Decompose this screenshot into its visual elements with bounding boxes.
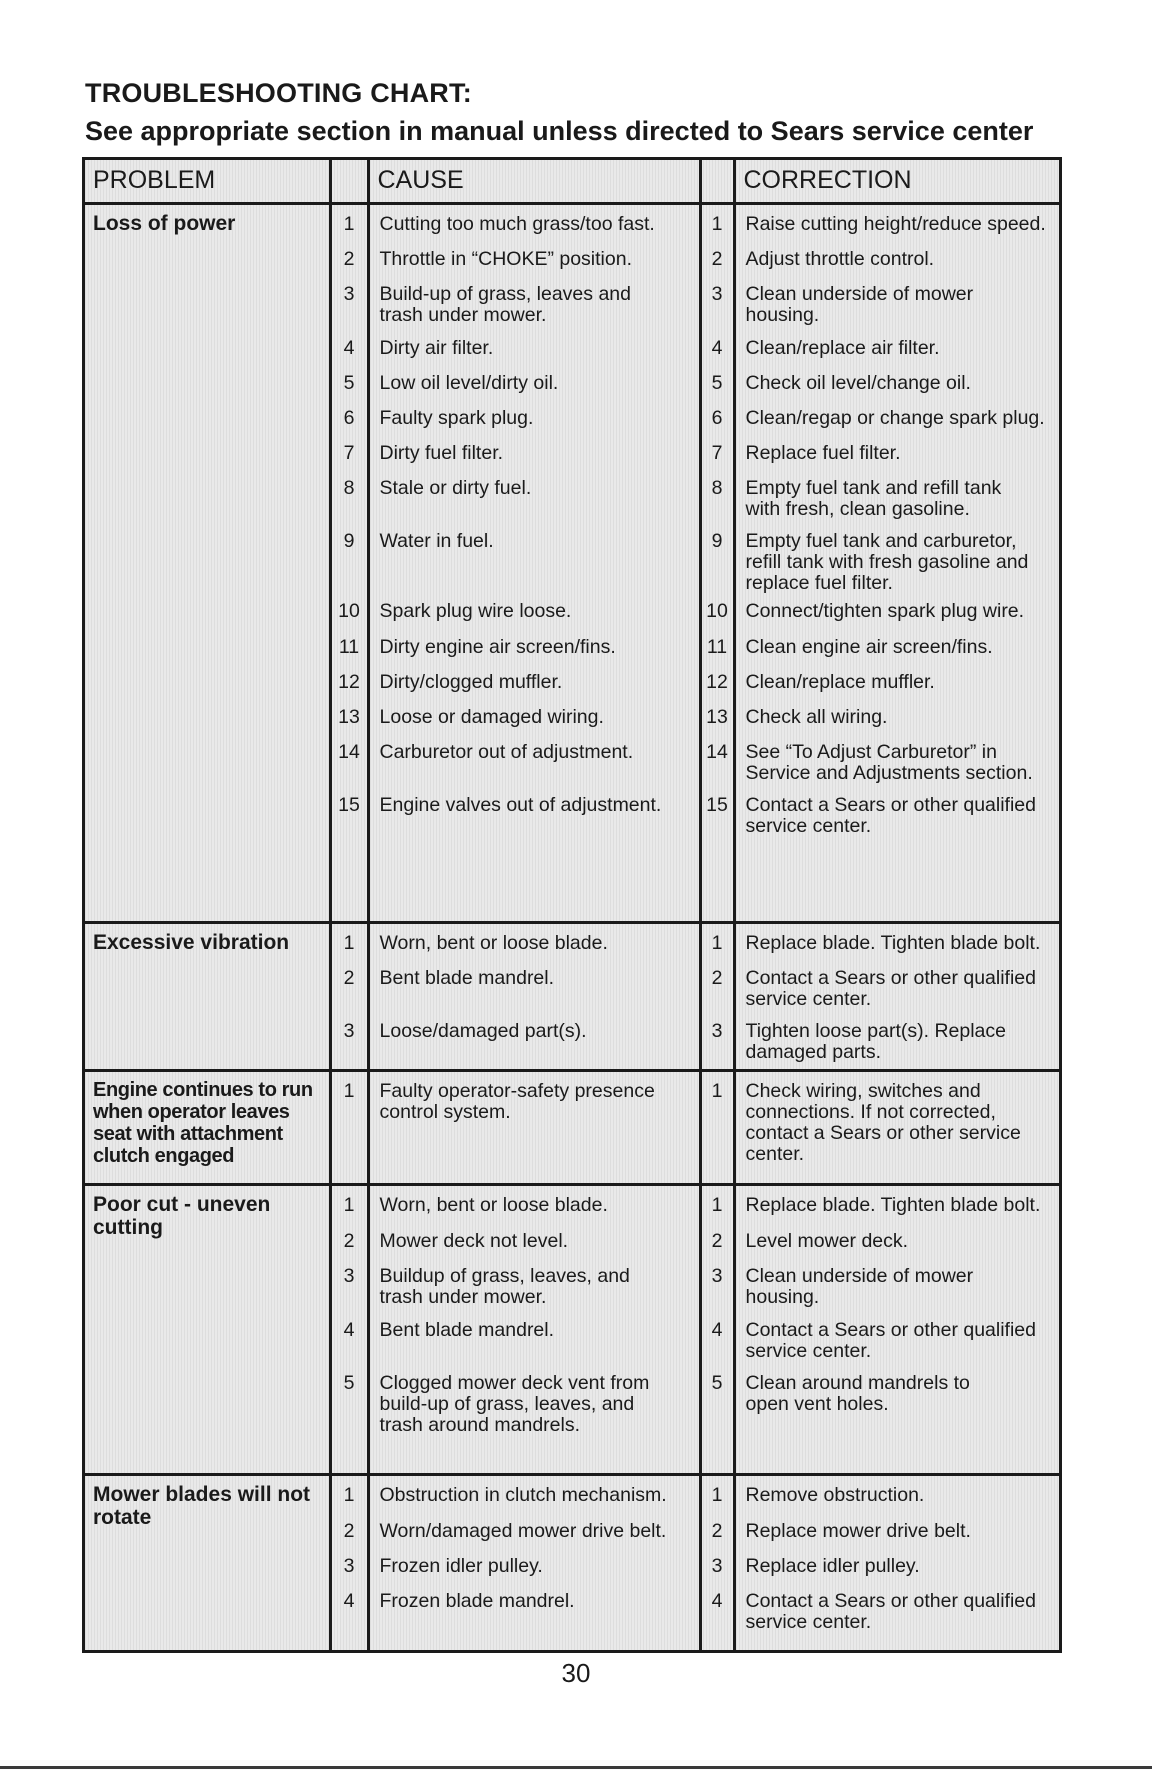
troubleshooting-grid	[85, 160, 1059, 1650]
cause-text: Worn, bent or loose blade.	[379, 931, 608, 954]
cause-text-cell	[368, 1071, 700, 1184]
cause-text: Stale or dirty fuel.	[379, 477, 532, 499]
correction-text: Clean/regap or change spark plug.	[745, 407, 1045, 429]
correction-text: Check oil level/change oil.	[745, 372, 971, 394]
troubleshooting-table	[82, 157, 1062, 1653]
cause-number: 14	[338, 741, 360, 763]
correction-text: Check all wiring.	[745, 706, 888, 728]
correction-number-cell	[700, 1071, 734, 1184]
correction-number: 1	[711, 1484, 723, 1507]
correction-text: Contact a Sears or other qualified service center.	[745, 794, 1037, 837]
cause-number: 1	[343, 931, 355, 954]
correction-number: 14	[706, 741, 728, 763]
correction-number: 2	[711, 966, 723, 989]
cause-number-cell	[330, 922, 368, 1070]
cause-number: 13	[338, 706, 360, 728]
correction-text: Contact a Sears or other qualified service center.	[745, 966, 1037, 1010]
cause-text-cell	[368, 922, 700, 1070]
correction-text: Check wiring, switches and connections. If not corrected, contact a Sears or other service center.	[745, 1080, 1021, 1166]
correction-number: 3	[711, 1019, 723, 1042]
correction-text-cell	[734, 922, 1059, 1070]
correction-number: 13	[706, 706, 728, 728]
problem-cell	[85, 1071, 330, 1184]
cause-text: Dirty engine air screen/fins.	[379, 636, 616, 658]
cause-text: Faulty spark plug.	[379, 407, 534, 429]
cause-number: 9	[343, 530, 355, 552]
correction-number: 2	[711, 1520, 723, 1543]
correction-number-cell	[700, 204, 734, 923]
cause-header	[368, 160, 700, 204]
correction-number: 3	[711, 1555, 723, 1578]
correction-number-cell	[700, 1184, 734, 1475]
problem-header-label: PROBLEM	[93, 166, 216, 194]
correction-header	[734, 160, 1059, 204]
cause-text: Carburetor out of adjustment.	[379, 741, 634, 763]
cause-number-header	[330, 160, 368, 204]
cause-number-cell	[330, 1475, 368, 1650]
correction-text: Replace mower drive belt.	[745, 1520, 971, 1543]
correction-text: Clean/replace muffler.	[745, 671, 935, 693]
correction-number: 4	[711, 337, 723, 359]
cause-text: Dirty/clogged muffler.	[379, 671, 563, 693]
cause-text: Bent blade mandrel.	[379, 966, 555, 989]
correction-number-cell	[700, 1475, 734, 1650]
correction-number: 2	[711, 1229, 723, 1252]
cause-text-cell	[368, 204, 700, 923]
correction-number: 9	[711, 530, 723, 552]
correction-text: Clean engine air screen/fins.	[745, 636, 993, 658]
problem-group	[85, 1475, 1059, 1650]
correction-number: 3	[711, 1264, 723, 1287]
problem-label: Mower blades will not rotate	[93, 1483, 311, 1530]
cause-text-cell	[368, 1475, 700, 1650]
problem-label: Excessive vibration	[93, 930, 290, 954]
cause-number: 1	[343, 1484, 355, 1507]
cause-number: 11	[338, 636, 360, 658]
correction-text: Contact a Sears or other qualified service center.	[745, 1318, 1037, 1362]
problem-cell	[85, 204, 330, 923]
cause-text: Worn, bent or loose blade.	[379, 1193, 608, 1216]
cause-text-cell	[368, 1184, 700, 1475]
cause-text: Dirty air filter.	[379, 337, 494, 359]
troubleshooting-body	[85, 204, 1059, 1651]
correction-number: 7	[711, 442, 723, 464]
problem-cell	[85, 922, 330, 1070]
cause-number: 1	[343, 1080, 355, 1103]
correction-number: 12	[706, 671, 728, 693]
correction-number: 2	[711, 248, 723, 270]
correction-number: 5	[711, 372, 723, 394]
cause-number: 8	[343, 477, 355, 499]
correction-text: Replace fuel filter.	[745, 442, 901, 464]
correction-number: 1	[711, 931, 723, 954]
correction-text: Contact a Sears or other qualified service center.	[745, 1590, 1037, 1634]
cause-number: 4	[343, 1590, 355, 1613]
cause-number: 1	[343, 213, 355, 235]
correction-number: 4	[711, 1318, 723, 1341]
bottom-divider	[0, 1766, 1152, 1769]
cause-number: 1	[343, 1193, 355, 1216]
correction-number: 1	[711, 1080, 723, 1103]
cause-text: Frozen idler pulley.	[379, 1555, 543, 1578]
correction-text: Replace idler pulley.	[745, 1555, 920, 1578]
correction-text: Tighten loose part(s). Replace damaged parts.	[745, 1019, 1006, 1063]
cause-number-cell	[330, 1071, 368, 1184]
correction-text: Clean underside of mower housing.	[745, 283, 974, 326]
correction-number-cell	[700, 922, 734, 1070]
cause-number: 15	[338, 794, 360, 816]
correction-text: Clean/replace air filter.	[745, 337, 940, 359]
page-subtitle: See appropriate section in manual unless directed to Sears service center	[85, 116, 1034, 146]
cause-number: 3	[343, 1264, 355, 1287]
cause-number: 3	[343, 1019, 355, 1042]
correction-number: 10	[706, 600, 728, 622]
correction-text-cell	[734, 204, 1059, 923]
correction-number: 3	[711, 283, 723, 305]
cause-text: Water in fuel.	[379, 530, 494, 552]
cause-text: Dirty fuel filter.	[379, 442, 504, 464]
cause-text: Bent blade mandrel.	[379, 1318, 555, 1341]
cause-number: 2	[343, 1229, 355, 1252]
correction-text: Empty fuel tank and refill tank with fresh, clean gasoline.	[745, 477, 1002, 520]
cause-text: Cutting too much grass/too fast.	[379, 213, 655, 235]
cause-text: Faulty operator-safety presence control system.	[379, 1080, 655, 1124]
cause-number: 4	[343, 1318, 355, 1341]
cause-text: Worn/damaged mower drive belt.	[379, 1520, 667, 1543]
cause-text: Loose or damaged wiring.	[379, 706, 604, 728]
correction-text-cell	[734, 1475, 1059, 1650]
correction-text: Level mower deck.	[745, 1229, 909, 1252]
correction-text: Clean around mandrels to open vent holes.	[745, 1371, 970, 1415]
cause-number: 10	[338, 600, 360, 622]
cause-text: Build-up of grass, leaves and trash under mower.	[379, 283, 631, 326]
cause-text: Low oil level/dirty oil.	[379, 372, 559, 394]
correction-number: 4	[711, 1590, 723, 1613]
problem-group	[85, 1071, 1059, 1184]
cause-header-label: CAUSE	[377, 166, 464, 194]
problem-group	[85, 1184, 1059, 1475]
cause-number: 2	[343, 1520, 355, 1543]
cause-text: Frozen blade mandrel.	[379, 1590, 575, 1613]
correction-number: 8	[711, 477, 723, 499]
cause-number: 2	[343, 248, 355, 270]
correction-text: Replace blade. Tighten blade bolt.	[745, 931, 1041, 954]
correction-text: Clean underside of mower housing.	[745, 1264, 974, 1308]
cause-number: 5	[343, 1371, 355, 1394]
page-number: 30	[561, 1658, 591, 1688]
cause-text: Throttle in “CHOKE” position.	[379, 248, 633, 270]
correction-text: Empty fuel tank and carburetor, refill tank with fresh gasoline and replace fuel filter.	[745, 530, 1029, 594]
correction-number: 6	[711, 407, 723, 429]
correction-text-cell	[734, 1184, 1059, 1475]
cause-text: Spark plug wire loose.	[379, 600, 572, 622]
correction-text: Remove obstruction.	[745, 1484, 925, 1507]
correction-number: 1	[711, 213, 723, 235]
cause-number: 7	[343, 442, 355, 464]
cause-text: Mower deck not level.	[379, 1229, 569, 1252]
cause-text: Clogged mower deck vent from build-up of grass, leaves, and trash around mandrels.	[379, 1371, 650, 1436]
correction-number: 5	[711, 1371, 723, 1394]
correction-header-label: CORRECTION	[743, 166, 912, 194]
cause-number: 4	[343, 337, 355, 359]
problem-label: Loss of power	[93, 212, 236, 235]
problem-header	[85, 160, 330, 204]
problem-cell	[85, 1475, 330, 1650]
cause-number: 3	[343, 283, 355, 305]
cause-text: Loose/damaged part(s).	[379, 1019, 587, 1042]
problem-group	[85, 922, 1059, 1070]
cause-text: Buildup of grass, leaves, and trash under mower.	[379, 1264, 630, 1308]
correction-text-cell	[734, 1071, 1059, 1184]
cause-number: 5	[343, 372, 355, 394]
correction-text: Adjust throttle control.	[745, 248, 935, 270]
cause-number: 2	[343, 966, 355, 989]
correction-number: 1	[711, 1193, 723, 1216]
page-title: TROUBLESHOOTING CHART:	[85, 78, 472, 108]
cause-number-cell	[330, 204, 368, 923]
problem-group	[85, 204, 1059, 923]
cause-number: 12	[338, 671, 360, 693]
correction-number-header	[700, 160, 734, 204]
problem-label: Engine continues to run when operator leaves seat with attachment clutch engaged	[93, 1079, 313, 1168]
correction-text: Raise cutting height/reduce speed.	[745, 213, 1046, 235]
correction-number: 15	[706, 794, 728, 816]
header-row	[85, 160, 1059, 204]
cause-text: Obstruction in clutch mechanism.	[379, 1484, 667, 1507]
cause-number-cell	[330, 1184, 368, 1475]
cause-text: Engine valves out of adjustment.	[379, 794, 662, 816]
correction-text: See “To Adjust Carburetor” in Service and Adjustments section.	[745, 741, 1033, 784]
correction-text: Connect/tighten spark plug wire.	[745, 600, 1025, 622]
correction-text: Replace blade. Tighten blade bolt.	[745, 1193, 1041, 1216]
problem-cell	[85, 1184, 330, 1475]
problem-label: Poor cut - uneven cutting	[93, 1192, 271, 1239]
cause-number: 3	[343, 1555, 355, 1578]
cause-number: 6	[343, 407, 355, 429]
correction-number: 11	[706, 636, 728, 658]
